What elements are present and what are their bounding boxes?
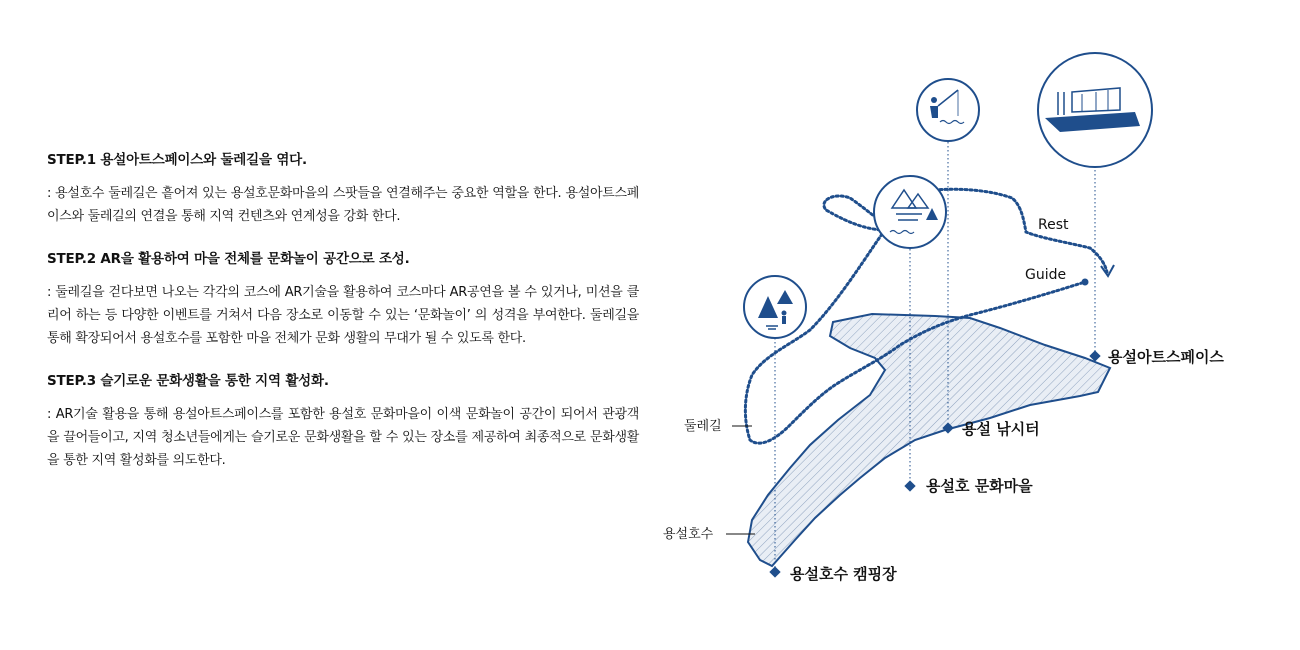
- step-1: [47, 148, 639, 228]
- nature-icon: [874, 176, 946, 248]
- step-2-title: STEP.2 AR을 활용하여 마을 전체를 문화놀이 공간으로 조성.: [47, 251, 410, 267]
- fishing-icon: [917, 79, 979, 141]
- lake-shape: [748, 314, 1110, 566]
- step-2: [47, 247, 639, 350]
- rest-route: [935, 189, 1107, 272]
- marker-art-space: [1089, 348, 1224, 366]
- trail-label-group: [684, 418, 752, 434]
- step-2-body: : 둘레길을 걷다보면 나오는 각각의 코스에 AR기술을 활용하여 코스마다 AR공연을 볼 수 있거나, 미션을 클리어 하는 등 다양한 이벤트를 거쳐서 다음 장소로 이동할 수 있는 ‘문화놀이’ 의 성격을 부여한다. 둘레길을 통해 확장되어서 용설호수를 포함한 마을 전체가 문화 생활의 무대가 될 수 있도록 한다.: [47, 285, 639, 346]
- label-trail: 둘레길: [684, 419, 722, 434]
- guide-point: [1082, 279, 1089, 286]
- label-guide: Guide: [1025, 267, 1067, 283]
- label-camping: 용설호수 캠핑장: [790, 565, 897, 583]
- step-3-body: : AR기술 활용을 통해 용설아트스페이스를 포함한 용설호 문화마을이 이색 문화놀이 공간이 되어서 관광객을 끌어들이고, 지역 청소년들에게는 슬기로운 문화생활을 할 수 있는 장소를 제공하여 최종적으로 문화생활을 통한 지역 활성화를 의도한다.: [47, 407, 639, 468]
- marker-camping: [769, 565, 897, 583]
- camping-icon: [744, 276, 806, 338]
- step-1-title: STEP.1 용설아트스페이스와 둘레길을 엮다.: [47, 152, 307, 168]
- label-rest: Rest: [1038, 217, 1069, 233]
- lake-label-group: [663, 526, 755, 542]
- marker-village: [904, 477, 1033, 495]
- building-icon: [1038, 53, 1152, 167]
- village-map: [650, 0, 1300, 650]
- label-art-space: 용설아트스페이스: [1108, 348, 1224, 366]
- label-lake: 용설호수: [663, 527, 714, 542]
- label-fishing: 용설 낚시터: [962, 420, 1040, 438]
- description-column: [47, 148, 639, 491]
- label-village: 용설호 문화마을: [926, 477, 1033, 495]
- step-3: [47, 369, 639, 472]
- step-1-body: : 용설호수 둘레길은 흩어져 있는 용설호문화마을의 스팟들을 연결해주는 중요한 역할을 한다. 용설아트스페이스와 둘레길의 연결을 통해 지역 컨텐츠와 연계성을 강화 한다.: [47, 186, 639, 224]
- step-3-title: STEP.3 슬기로운 문화생활을 통한 지역 활성화.: [47, 373, 329, 389]
